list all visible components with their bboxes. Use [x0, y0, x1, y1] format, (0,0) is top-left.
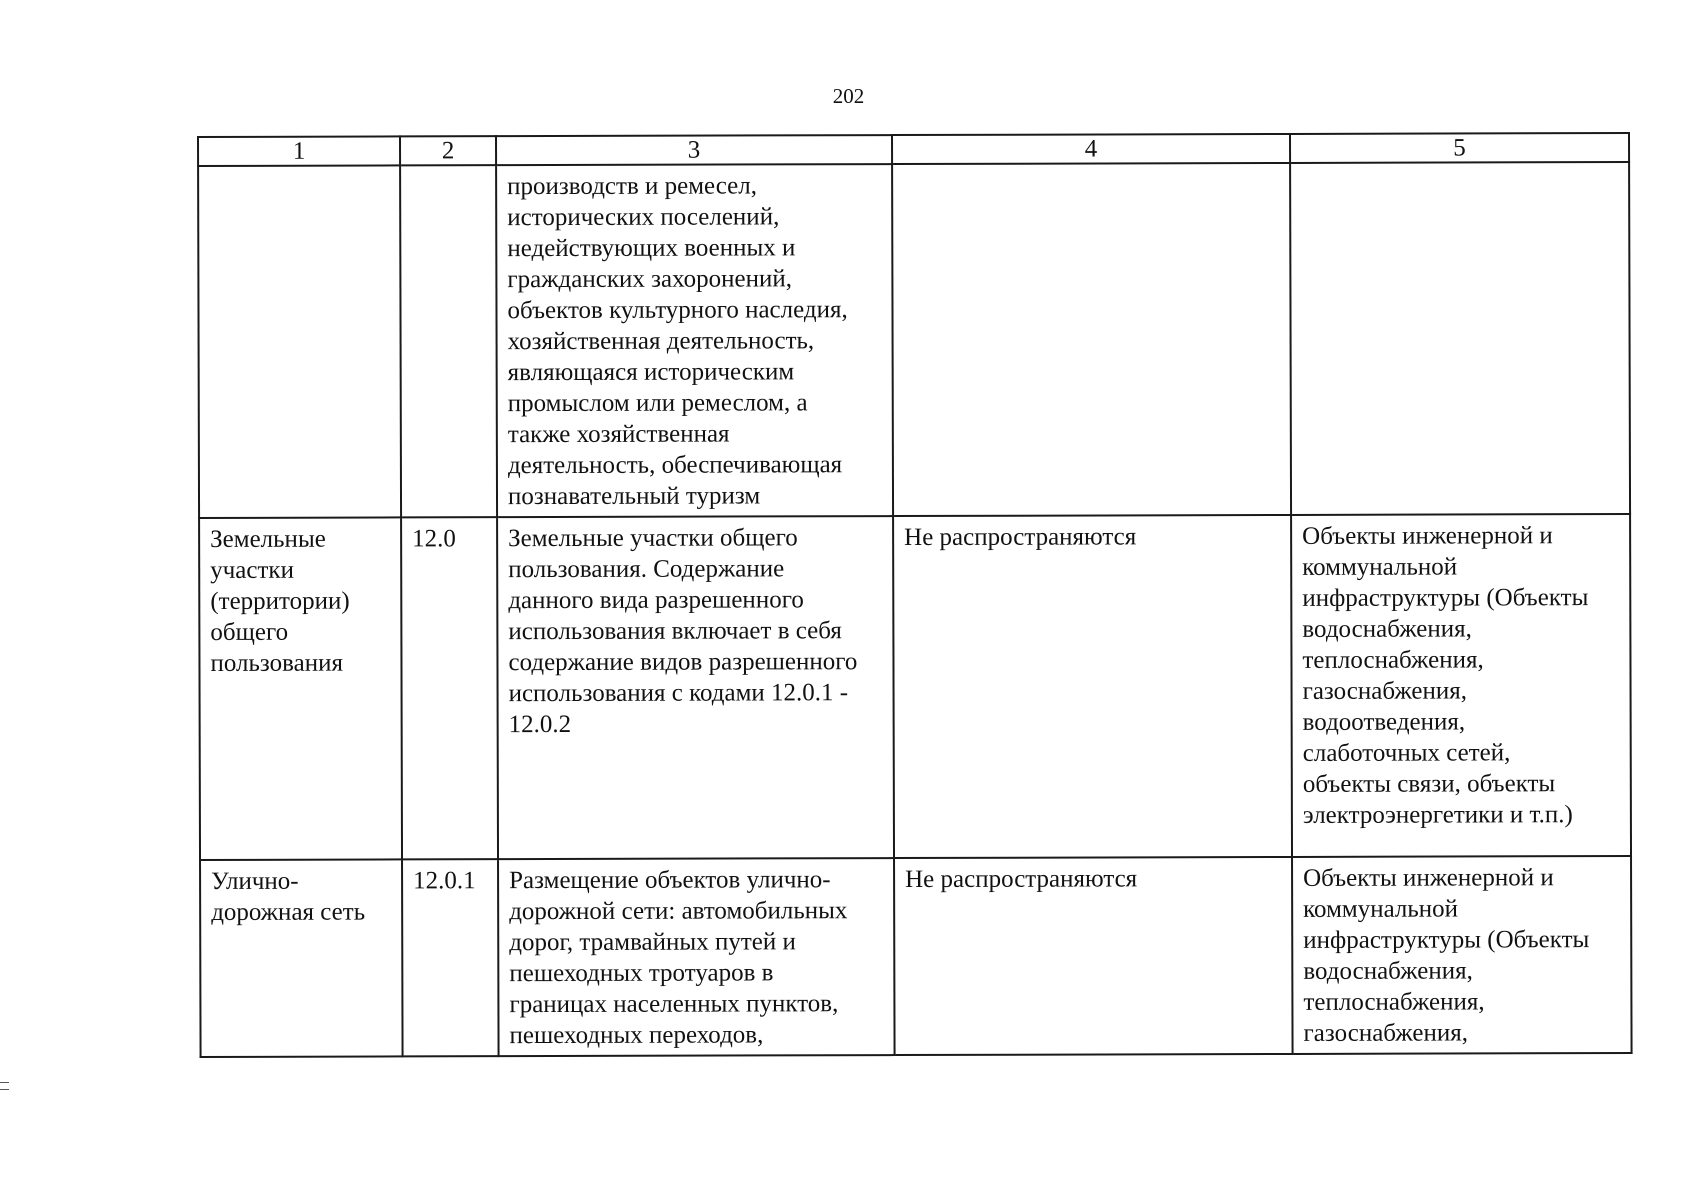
table-header-row [198, 133, 1629, 166]
use-description: Размещение объектов улично- дорожной сети: автомобильных дорог, трамвайных путей и пешеходных тротуаров в границах населенных пунктов, пешеходных переходов, [509, 866, 848, 1050]
auxiliary-uses-cell [1292, 856, 1632, 1054]
column-header-2: 2 [400, 136, 496, 165]
use-name-cell [199, 517, 402, 860]
use-name: Улично- дорожная сеть [211, 867, 366, 926]
restrictions-cell [893, 515, 1292, 858]
table-row [200, 856, 1632, 1057]
use-name: Земельные участки (территории) общего пользования [210, 525, 350, 677]
use-description-cell [497, 516, 894, 859]
use-code: 12.0 [412, 525, 456, 553]
scan-edge-mark [0, 1082, 9, 1090]
column-header-3: 3 [496, 135, 892, 165]
auxiliary-uses [1301, 168, 1620, 169]
column-header-5: 5 [1290, 133, 1629, 163]
use-code-cell [402, 859, 499, 1056]
use-description: производств и ремесел, исторических поселений, недействующих военных и гражданских захоронений, объектов культурного наследия, хозяйственная деятельность, являющаяся историческим промыслом или ремеслом, а также хозяйственная деятельность, обеспечивающая познавательный туризм [507, 172, 848, 511]
use-code-cell [400, 165, 497, 517]
table-row [199, 514, 1631, 860]
auxiliary-uses-cell [1290, 162, 1630, 515]
restrictions: Не распространяются [904, 523, 1137, 552]
page-number: 202 [832, 84, 865, 108]
land-use-table [197, 132, 1633, 1058]
use-name-cell [200, 859, 403, 1057]
table-row [198, 162, 1630, 518]
column-header-4: 4 [892, 134, 1290, 164]
auxiliary-uses: Объекты инженерной и коммунальной инфраструктуры (Объекты водоснабжения, теплоснабжения, газоснабжения, водоотведения, слаботочных сетей, объекты связи, объекты электроэнергетики и т.п.) [1302, 522, 1589, 829]
use-name-cell [198, 165, 401, 518]
use-description-cell [498, 858, 895, 1056]
use-code-cell [401, 517, 498, 859]
auxiliary-uses: Объекты инженерной и коммунальной инфраструктуры (Объекты водоснабжения, теплоснабжения, газоснабжения, [1303, 864, 1590, 1047]
use-code: 12.0.1 [413, 867, 476, 895]
use-description-cell [496, 164, 893, 517]
restrictions: Не распространяются [905, 865, 1138, 894]
restrictions-cell [894, 857, 1293, 1055]
column-header-1: 1 [198, 136, 400, 166]
restrictions [903, 169, 1281, 170]
auxiliary-uses-cell [1291, 514, 1631, 857]
restrictions-cell [892, 163, 1291, 516]
use-description: Земельные участки общего пользования. Содержание данного вида разрешенного использования включает в себя содержание видов разрешенного использования с кодами 12.0.1 - 12.0.2 [508, 524, 858, 739]
use-name [209, 171, 391, 172]
